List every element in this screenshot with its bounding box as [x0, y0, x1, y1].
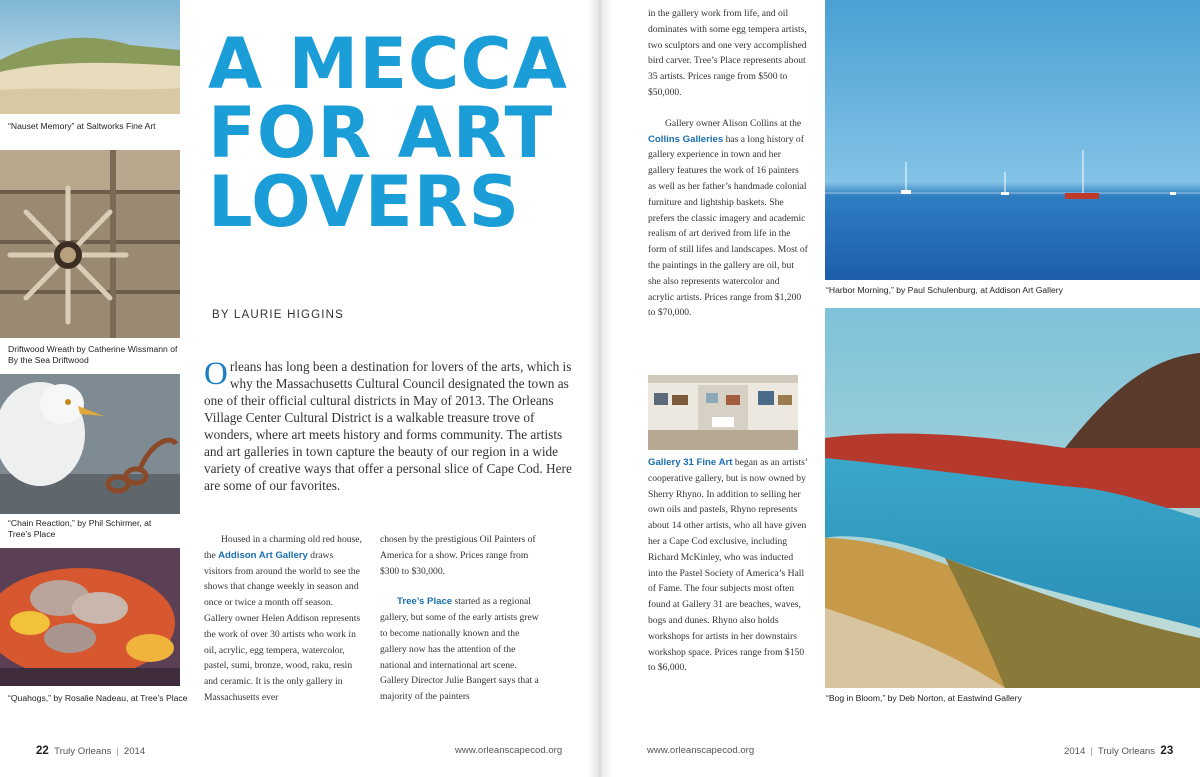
url-right: www.orleanscapecod.org: [647, 745, 755, 756]
headline-line-3: LOVERS: [208, 161, 521, 243]
caption-nauset: “Nauset Memory” at Saltworks Fine Art: [8, 121, 156, 131]
trees-place-text: started as a regional gallery, but some of the early artists grew to become nationally known and the gallery now has the attention of the national and international art scene. Gallery Director Julie Bangert says that a majority of the painters: [380, 596, 539, 703]
nauset-memory-photo: [0, 0, 180, 114]
year-right: 2014: [1064, 746, 1086, 757]
article-headline: [208, 23, 568, 243]
body-column-4: [648, 455, 808, 691]
intro-text: rleans has long been a destination for lovers of the arts, which is why the Massachusetts Cultural Council designated the town as one of their official cultural districts in May of 2013. The Orleans Village Center Cultural District is a walkable treasure trove of wonders, where art meets history and forms community. The artists and art galleries in town capture the beauty of our region in a wide variety of creative ways that offer a personal slice of Cape Cod. Here are some of our favorites.: [204, 359, 572, 493]
magazine-name-right: Truly Orleans: [1097, 746, 1156, 757]
harbor-morning-photo: [825, 0, 1200, 280]
trees-place-continued: in the gallery work from life, and oil dominates with some egg tempera artists, two sculptors and one very accomplished bird carver. Tree’s Place represents about 35 artists. Prices range from $500 to $50,000.: [648, 8, 807, 98]
gallery-31-paragraph: [648, 455, 808, 676]
gallery-name-addison: Addison Art Gallery: [218, 549, 308, 561]
caption-driftwood: Driftwood Wreath by Catherine Wissmann of By the Sea Driftwood: [8, 344, 178, 365]
chain-reaction-photo: [0, 374, 180, 514]
quahogs-photo: [0, 548, 180, 686]
page-number-right: 23: [1160, 745, 1174, 757]
right-page: [598, 0, 1200, 777]
headline-line-1: A MECCA: [208, 23, 568, 105]
page-number-left: 22: [36, 745, 49, 757]
trees-place-paragraph: [380, 594, 540, 705]
body-column-1: [204, 532, 362, 721]
caption-chain: “Chain Reaction,” by Phil Schirmer, at Tree’s Place: [8, 518, 152, 539]
magazine-name-left: Truly Orleans: [54, 746, 112, 757]
left-footer: 22 Truly Orleans | 2014: [36, 745, 146, 757]
oil-painters-paragraph: chosen by the prestigious Oil Painters of America for a show. Prices range from $300 to $30,000.: [380, 534, 536, 577]
right-footer: 2014 | Truly Orleans 23: [1064, 745, 1174, 757]
intro-paragraph: [204, 358, 574, 494]
caption-quahogs: “Quahogs,” by Rosalie Nadeau, at Tree’s Place: [8, 693, 188, 703]
driftwood-wreath-photo: [0, 150, 180, 338]
collins-text-b: has a long history of gallery experience in town and her gallery features the work of 16 painters as well as her father’s handmade colonial furniture and lightship baskets. She prefers the classic imagery and academic realism of art derived from life in the form of still lifes and landscapes. Most of the paintings in the gallery are oil, but she also represents watercolor and acrylic artists. Prices range from $1,200 to $70,000.: [648, 133, 808, 319]
gallery-name-gallery-31: Gallery 31 Fine Art: [648, 457, 733, 468]
body-column-2: [380, 532, 540, 720]
caption-bog: “Bog in Bloom,” by Deb Norton, at Eastwind Gallery: [826, 693, 1022, 703]
addison-text-a: Housed in a charming old red house, the: [204, 534, 362, 561]
url-left: www.orleanscapecod.org: [455, 745, 563, 756]
caption-harbor: “Harbor Morning,” by Paul Schulenburg, at Addison Art Gallery: [826, 285, 1063, 295]
collins-text-a: Gallery owner Alison Collins at the: [665, 117, 802, 129]
year-left: 2014: [123, 746, 146, 757]
gallery-31-interior-photo: [648, 375, 798, 450]
gallery-31-text: began as an artists’ cooperative gallery, but is now owned by Sherry Rhyno. In addition to selling her own oils and pastels, Rhyno represents about 14 other artists, who all have given her a Cape Cod exclusive, including Richard McKinley, who was inducted into the Pastel Society of America’s Hall of Fame. The four subjects most often found at Gallery 31 are beaches, waves, bogs and dunes. Rhyno also holds workshops for artists in her downstairs workshop space. Prices range from $150 to $6,000.: [648, 457, 808, 674]
spine-gutter: [588, 0, 612, 777]
headline-line-2: FOR ART: [208, 92, 554, 174]
gallery-name-collins: Collins Galleries: [648, 133, 724, 145]
body-column-3: [648, 6, 808, 336]
addison-paragraph: [204, 532, 362, 706]
gallery-name-trees-place: Tree’s Place: [397, 596, 453, 608]
drop-cap: O: [204, 356, 228, 392]
bog-in-bloom-photo: [825, 308, 1200, 688]
addison-text-b: draws visitors from around the world to see the shows that change weekly in season and once or twice a month off season. Gallery owner Helen Addison represents the work of over 30 artists who work in oil, acrylic, egg tempera, watercolor, pastel, sumi, bronze, wood, raku, resin and ceramic. It is the only gallery in Massachusetts ever: [204, 549, 361, 703]
byline: BY LAURIE HIGGINS: [212, 309, 345, 321]
collins-paragraph: [648, 116, 808, 321]
left-page: [0, 0, 598, 777]
